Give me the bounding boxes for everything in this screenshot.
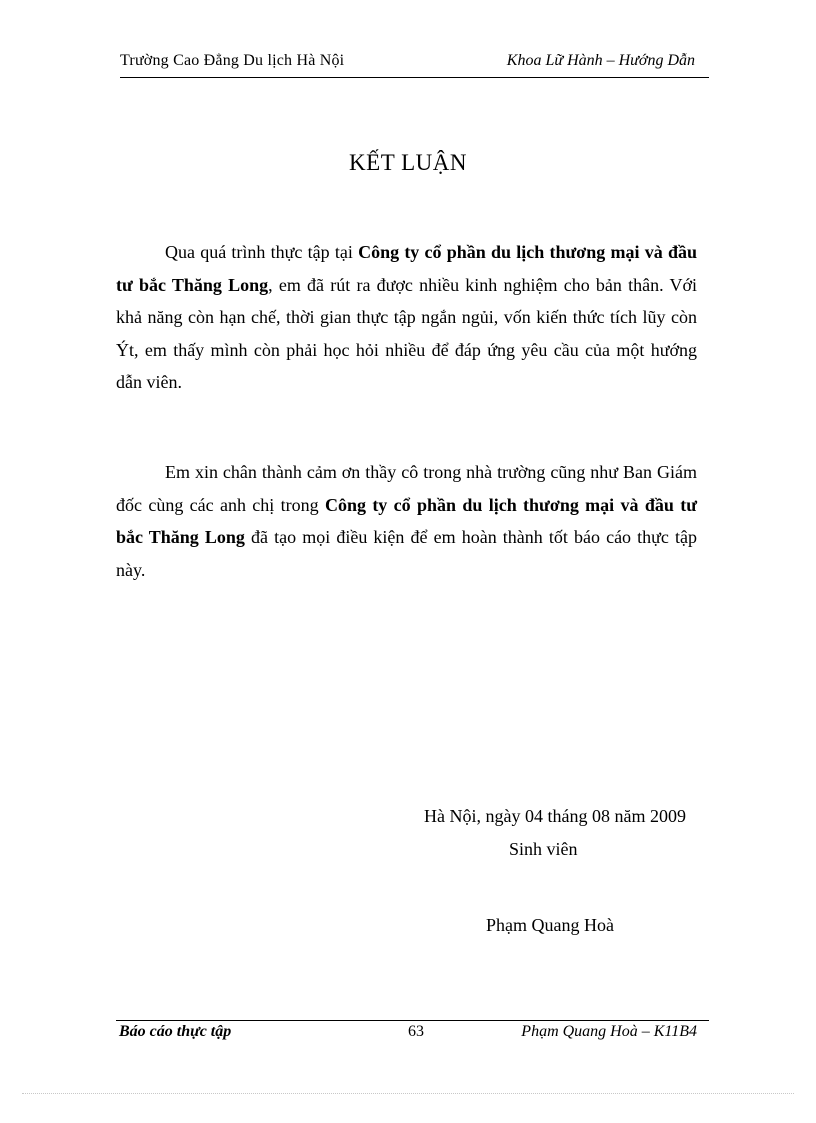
paragraph-experience — [116, 236, 697, 399]
paragraph-experience-intro: Qua quá trình thực tập tại — [165, 242, 359, 262]
header-department: Khoa Lữ Hành – Hướng Dẫn — [506, 52, 695, 69]
paragraph-thanks-body: đã tạo mọi điều kiện để em hoàn thành tốt báo cáo thực tập này. — [116, 527, 697, 580]
page-number: 63 — [408, 1023, 424, 1040]
signature-role: Sinh viên — [509, 839, 578, 859]
paragraph-thanks-intro: Em xin chân thành cảm ơn thầy cô trong nhà trường cũng như Ban Giám đốc cùng các anh chị trong — [116, 462, 697, 515]
company-name: Công ty cổ phần du lịch thương mại và đầu tư bắc Thăng Long — [116, 242, 697, 295]
page-title: KẾT LUẬN — [349, 150, 467, 175]
paragraph-thanks — [116, 456, 697, 586]
page-footer — [116, 1020, 709, 1045]
signature-name: Phạm Quang Hoà — [486, 915, 614, 935]
footer-report-label: Báo cáo thực tập — [119, 1023, 232, 1040]
paragraph-experience-body: , em đã rút ra được nhiều kinh nghiệm cho bản thân. Với khả năng còn hạn chế, thời gian thực tập ngắn ngủi, vốn kiến thức tích lũy còn Ýt, em thấy mình còn phải học hỏi nhiều để đáp ứng yêu cầu của một hướng dẫn viên. — [116, 274, 697, 392]
company-name: Công ty cổ phần du lịch thương mại và đầu tư bắc Thăng Long — [116, 494, 698, 547]
footer-author-class: Phạm Quang Hoà – K11B4 — [521, 1023, 697, 1040]
header-school-name: Trường Cao Đẳng Du lịch Hà Nội — [120, 52, 345, 69]
page-header — [120, 50, 709, 78]
page-edge-divider — [22, 1093, 794, 1094]
signature-date: Hà Nội, ngày 04 tháng 08 năm 2009 — [424, 806, 686, 826]
